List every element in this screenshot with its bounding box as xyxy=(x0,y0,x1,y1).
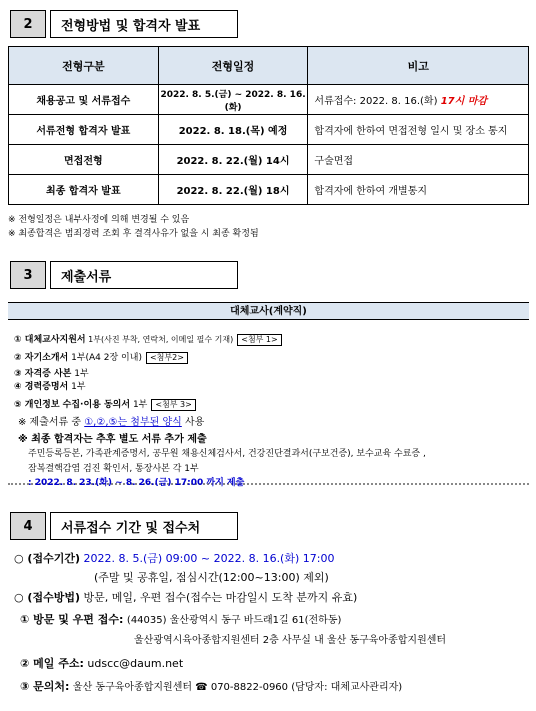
schedule-note: ※ 전형일정은 내부사정에 의해 변경될 수 있음 xyxy=(8,215,190,225)
table-header: 비고 xyxy=(308,47,529,85)
method-value: 방문, 메일, 우편 접수(접수는 마감일시 도착 분까지 유효) xyxy=(83,591,358,604)
application-method xyxy=(14,589,357,605)
table-cell: 2022. 8. 22.(월) 18시 xyxy=(158,175,308,205)
contact-value: 울산 동구육아종합지원센터 ☎ 070-8822-0960 (담당자: 대체교사관리자) xyxy=(72,682,403,693)
table-row xyxy=(9,145,529,175)
address-detail: 울산광역시육아종합지원센터 2층 사무실 내 울산 동구육아종합지원센터 xyxy=(134,635,447,646)
table-cell: 합격자에 한하여 면접전형 일시 및 장소 통지 xyxy=(308,115,529,145)
note-text: 사용 xyxy=(181,417,205,428)
period-exclusion: (주말 및 공휴일, 점심시간(12:00~13:00) 제외) xyxy=(94,571,329,584)
table-cell: 2022. 8. 5.(금) ~ 2022. 8. 16.(화) xyxy=(158,85,308,115)
doc-name: ① 대체교사지원서 xyxy=(14,335,86,345)
attachment-tag: <첨부 3> xyxy=(151,399,196,411)
email-address xyxy=(20,655,183,671)
table-cell: 2022. 8. 18.(목) 예정 xyxy=(158,115,308,145)
doc-name: ④ 경력증명서 xyxy=(14,382,69,392)
doc-item xyxy=(14,350,188,364)
table-header: 전형일정 xyxy=(158,47,308,85)
deadline-text: 17시 마감 xyxy=(440,96,488,107)
note-highlight: ①,②,⑤는 첨부된 양식 xyxy=(84,417,182,428)
table-row xyxy=(9,175,529,205)
table-cell: 합격자에 한하여 개별통지 xyxy=(308,175,529,205)
section-number: 2 xyxy=(10,10,46,38)
application-period xyxy=(14,550,334,566)
doc-detail: 1부 xyxy=(71,369,89,379)
doc-detail: 1부 xyxy=(68,382,86,392)
additional-docs-deadline: : 2022. 8. 23.(화) ~ 8. 26.(금) 17:00 까지 제출 xyxy=(28,478,245,488)
attachment-tag: <첨부2> xyxy=(146,352,188,364)
section-title: 제출서류 xyxy=(50,261,238,289)
table-header: 전형구분 xyxy=(9,47,159,85)
doc-item xyxy=(14,379,86,392)
section-4-header xyxy=(10,512,238,540)
doc-item xyxy=(14,332,282,346)
doc-name: ② 자기소개서 xyxy=(14,353,69,363)
section-2-header xyxy=(10,10,238,38)
label: ○ (접수방법) xyxy=(14,591,80,604)
table-cell: 채용공고 및 서류접수 xyxy=(9,85,159,115)
table-cell: 최종 합격자 발표 xyxy=(9,175,159,205)
label: ② 메일 주소: xyxy=(20,657,84,670)
doc-detail: 1부 xyxy=(130,400,148,410)
table-cell: 면접전형 xyxy=(9,145,159,175)
contact-info xyxy=(20,678,402,694)
email-value[interactable]: udscc@daum.net xyxy=(87,657,184,670)
address-value: (44035) 울산광역시 동구 바드래1길 61(전하동) xyxy=(126,615,342,626)
form-note xyxy=(18,413,204,428)
note-text: ※ 제출서류 중 xyxy=(18,417,85,428)
section-title: 전형방법 및 합격자 발표 xyxy=(50,10,238,38)
table-header-row xyxy=(9,47,529,85)
doc-name: ⑤ 개인정보 수집·이용 동의서 xyxy=(14,400,131,410)
section-number: 3 xyxy=(10,261,46,289)
table-cell: 2022. 8. 22.(월) 14시 xyxy=(158,145,308,175)
visit-mail-address xyxy=(20,611,341,627)
table-row xyxy=(9,115,529,145)
label: ③ 문의처: xyxy=(20,680,70,693)
table-cell: 구술면접 xyxy=(308,145,529,175)
section-3-header xyxy=(10,261,238,289)
additional-docs-list: 주민등록등본, 가족관계증명서, 공무원 채용신체검사서, 건강진단결과서(구보건증), 보수교육 수료증 , xyxy=(28,449,426,459)
period-value: 2022. 8. 5.(금) 09:00 ~ 2022. 8. 16.(화) 17:00 xyxy=(83,552,335,565)
doc-item xyxy=(14,397,196,411)
position-bar: 대체교사(계약직) xyxy=(8,302,529,320)
schedule-note: ※ 최종합격은 범죄경력 조회 후 결격사유가 없을 시 최종 확정됨 xyxy=(8,229,259,239)
attachment-tag: <첨부 1> xyxy=(237,334,282,346)
label: ○ (접수기간) xyxy=(14,552,80,565)
additional-docs-note: ※ 최종 합격자는 추후 별도 서류 추가 제출 xyxy=(18,434,207,445)
table-cell xyxy=(308,85,529,115)
table-row xyxy=(9,85,529,115)
note-text: 서류접수: 2022. 8. 16.(화) xyxy=(314,96,438,107)
section-title: 서류접수 기간 및 접수처 xyxy=(50,512,238,540)
schedule-table xyxy=(8,46,529,205)
label: ① 방문 및 우편 접수: xyxy=(20,613,124,626)
doc-detail: 1부(사진 부착, 연락처, 이메일 필수 기재) xyxy=(85,335,234,344)
doc-detail: 1부(A4 2장 이내) xyxy=(68,353,142,363)
doc-item xyxy=(14,366,89,379)
doc-name: ③ 자격증 사본 xyxy=(14,369,72,379)
section-number: 4 xyxy=(10,512,46,540)
additional-docs-list: 잠복결핵감염 검진 확인서, 통장사본 각 1부 xyxy=(28,464,199,474)
table-cell: 서류전형 합격자 발표 xyxy=(9,115,159,145)
